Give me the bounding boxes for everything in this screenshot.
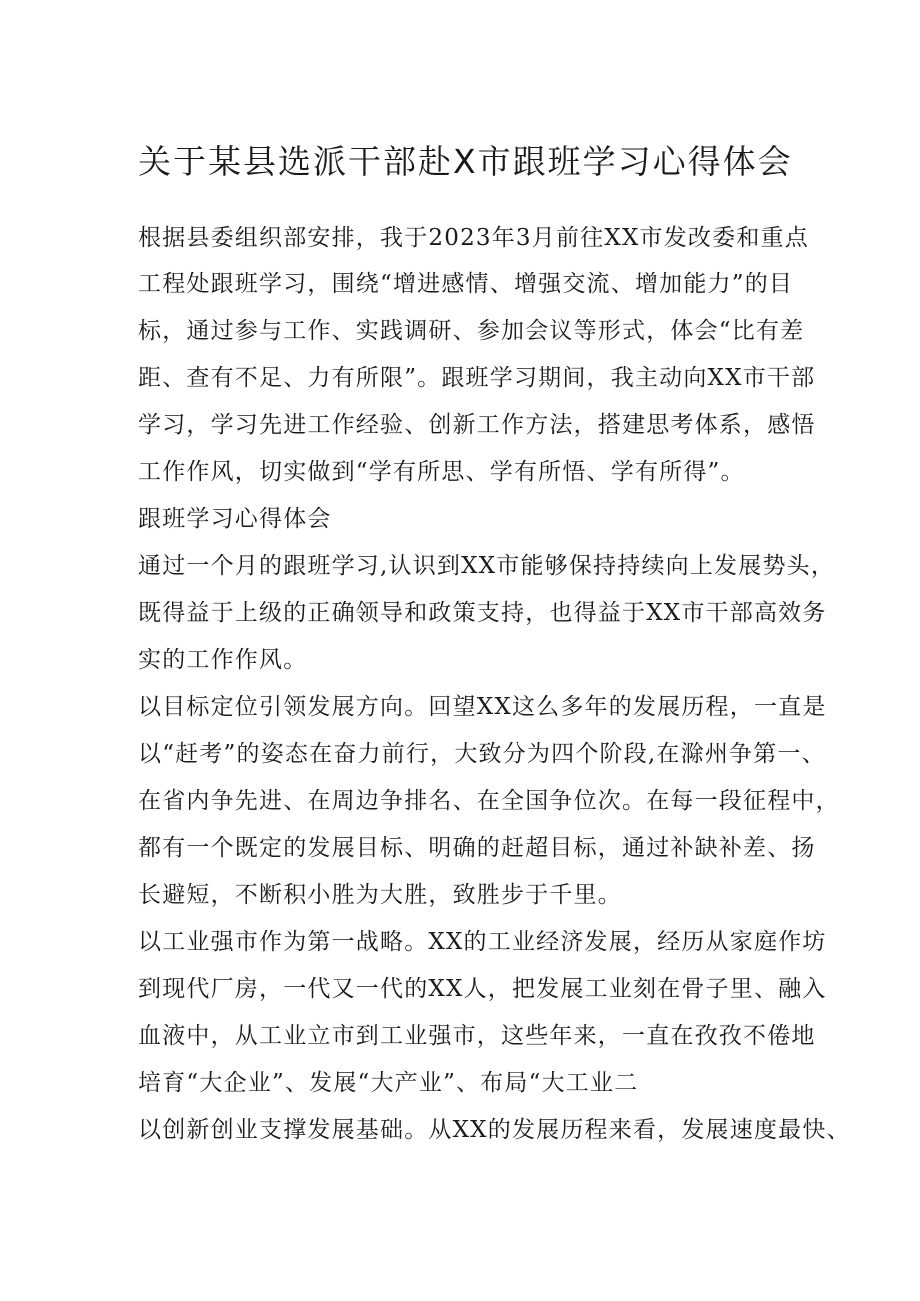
paragraph-line: 培育“大企业”、发展“大产业”、布局“大工业二 xyxy=(138,1070,639,1096)
paragraph-line: 到现代厂房，一代又一代的XX人，把发展工业刻在骨子里、融入 xyxy=(138,976,827,1002)
section-heading: 跟班学习心得体会 xyxy=(138,506,332,532)
paragraph-line: 血液中，从工业立市到工业强市，这些年来，一直在孜孜不倦地 xyxy=(138,1023,816,1049)
paragraph-line: 根据县委组织部安排，我于2023年3月前往XX市发改委和重点 xyxy=(138,225,809,251)
paragraph-line: 工程处跟班学习，围绕“增进感情、增强交流、增加能力”的目 xyxy=(138,271,794,297)
paragraph-line: 都有一个既定的发展目标、明确的赶超目标，通过补缺补差、扬 xyxy=(138,835,816,861)
paragraph-line: 实的工作作风。 xyxy=(138,647,308,673)
paragraph-line: 以工业强市作为第一战略。XX的工业经济发展，经历从家庭作坊 xyxy=(138,929,827,955)
paragraph-line: 以创新创业支撑发展基础。从XX的发展历程来看，发展速度最快、 xyxy=(138,1117,851,1143)
paragraph-line: 既得益于上级的正确领导和政策支持，也得益于XX市干部高效务 xyxy=(138,600,827,626)
paragraph-line: 以目标定位引领发展方向。回望XX这么多年的发展历程，一直是 xyxy=(138,694,827,720)
paragraph-line: 通过一个月的跟班学习,认识到XX市能够保持持续向上发展势头， xyxy=(138,553,836,579)
paragraph-line: 学习，学习先进工作经验、创新工作方法，搭建思考体系，感悟 xyxy=(138,412,816,438)
paragraph-line: 以“赶考”的姿态在奋力前行，大致分为四个阶段,在滁州争第一、 xyxy=(138,741,826,767)
paragraph-line: 标，通过参与工作、实践调研、参加会议等形式，体会“比有差 xyxy=(138,318,805,344)
paragraph-line: 长避短，不断积小胜为大胜，致胜步于千里。 xyxy=(138,882,622,908)
paragraph-line: 工作作风，切实做到“学有所思、学有所悟、学有所得”。 xyxy=(138,459,745,485)
document-title: 关于某县选派干部赴X市跟班学习心得体会 xyxy=(138,142,793,181)
paragraph-line: 距、查有不足、力有所限”。跟班学习期间，我主动向XX市干部 xyxy=(138,365,816,391)
paragraph-line: 在省内争先进、在周边争排名、在全国争位次。在每一段征程中， xyxy=(138,788,840,814)
